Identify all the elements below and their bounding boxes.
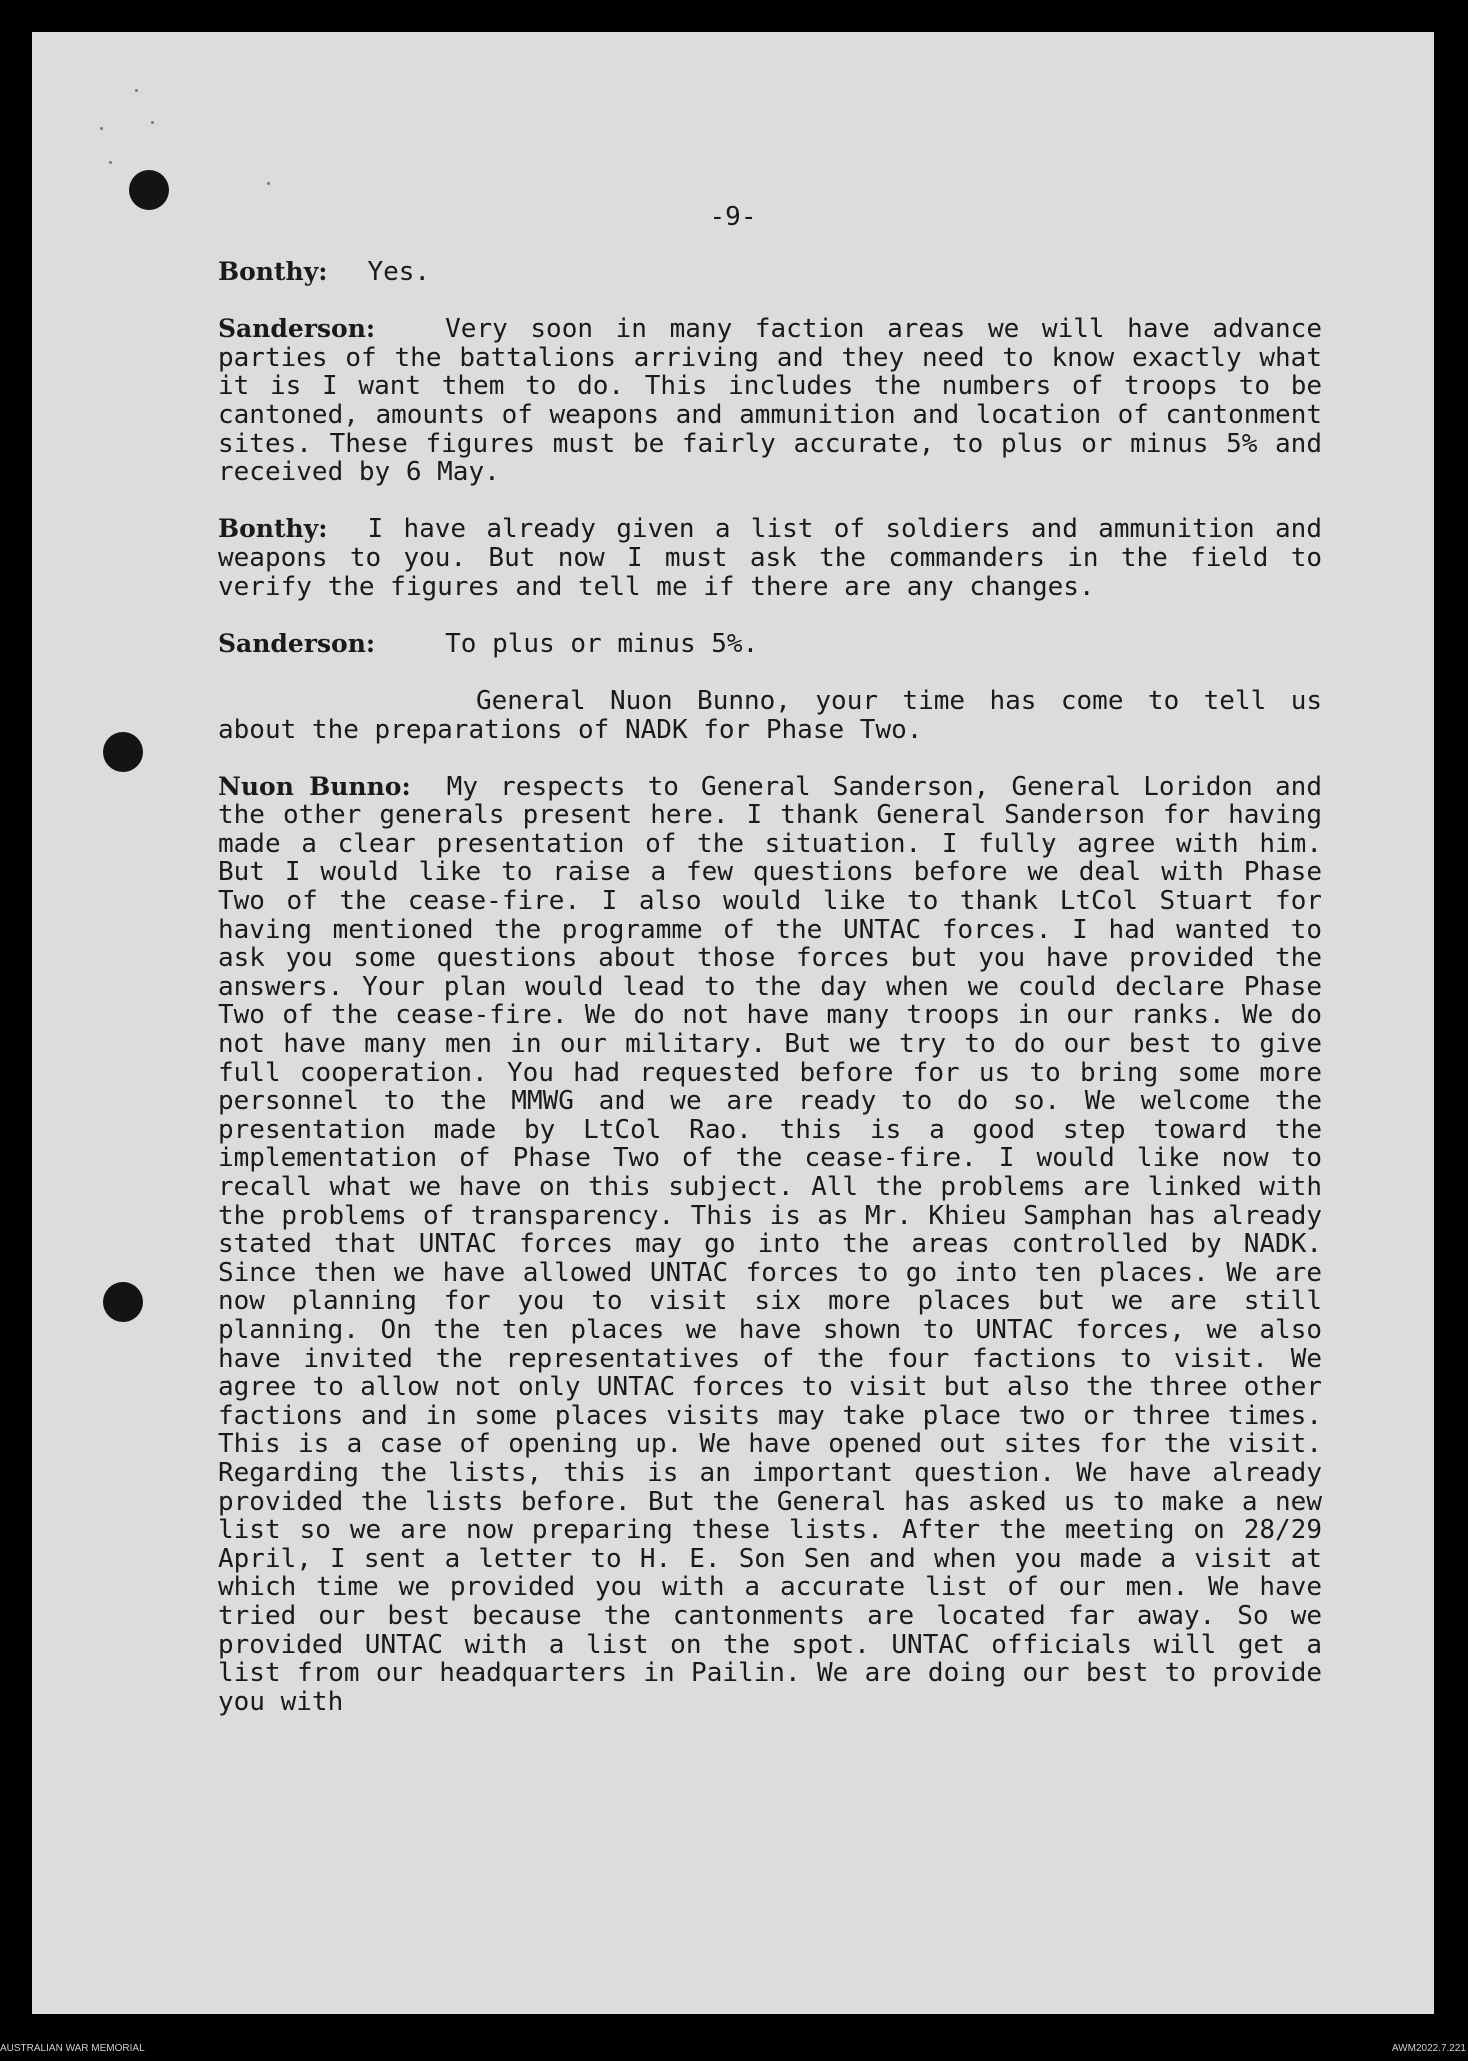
- speaker-name: Sanderson:: [218, 314, 376, 344]
- scan-speck: [267, 182, 270, 185]
- paragraph-text: My respects to General Sanderson, General Loridon and the other generals present here. I thank General Sanderson for having made a clear presentation of the situation. I fully agree with him. But I would like to raise a few questions before we deal with Phase Two of the cease-fire. I also would like to thank LtCol Stuart for having mentioned the programme of the UNTAC forces. I had wanted to ask you some questions about those forces but you have provided the answers. Your plan would lead to the day when we could declare Phase Two of the cease-fire. We do not have many troops in our ranks. We do not have many men in our military. But we try to do our best to give full cooperation. You had requested before for us to bring some more personnel to the MMWG and we are ready to do so. We welcome the presentation made by LtCol Rao. this is a good step toward the implementation of Phase Two of the cease-fire. I would like now to recall what we have on this subject. All the problems are linked with the problems of transparency. This is as Mr. Khieu Samphan has already stated that UNTAC forces may go into the areas controlled by NADK. Since then we have allowed UNTAC forces to go into ten places. We are now planning for you to visit six more places but we are still planning. On the ten places we have shown to UNTAC forces, we also have invited the representatives of the four factions to visit. We agree to allow not only UNTAC forces to visit but also the three other factions and in some places visits may take place two or three times. This is a case of opening up. We have opened out sites for the visit. Regarding the lists, this is an important question. We have already provided the lists before. But the General has asked us to make a new list so we are now preparing these lists. After the meeting on 28/29 April, I sent a letter to H. E. Son Sen and when you made a visit at which time we provided you with a accurate list of our men. We have tried our best because the cantonments are located far away. So we provided UNTAC with a list on the spot. UNTAC officials will get a list from our headquarters in Pailin. We are doing our best to provide you with: [218, 771, 1322, 1717]
- transcript-paragraph: [218, 515, 1322, 601]
- scan-speck: [100, 127, 103, 130]
- paragraph-text: Very soon in many faction areas we will have advance parties of the battalions arriving and they need to know exactly what it is I want them to do. This includes the numbers of troops to be cantoned, amounts of weapons and ammunition and location of cantonment sites. These figures must be fairly accurate, to plus or minus 5% and received by 6 May.: [218, 314, 1322, 488]
- scan-speck: [151, 121, 154, 124]
- speaker-name: Bonthy:: [218, 257, 328, 286]
- scan-speck: [109, 161, 112, 164]
- speaker-name: Bonthy:: [218, 514, 328, 544]
- scan-speck: [135, 89, 138, 92]
- speaker-name: Sanderson:: [218, 628, 376, 658]
- transcript-paragraph: [218, 258, 1322, 287]
- punch-hole-bottom: [103, 1282, 143, 1322]
- paragraph-text: To plus or minus 5%.: [445, 628, 759, 659]
- transcript-paragraph: [218, 773, 1322, 1717]
- transcript-body: [218, 258, 1322, 1745]
- footer-source-label: AUSTRALIAN WAR MEMORIAL: [0, 2043, 145, 2054]
- transcript-paragraph: [218, 687, 1322, 744]
- page-number: -9-: [709, 202, 757, 232]
- transcript-paragraph: [218, 630, 1322, 659]
- paragraph-text: Yes.: [367, 257, 431, 287]
- speaker-name: Nuon Bunno:: [218, 771, 411, 801]
- punch-hole-middle: [103, 732, 143, 772]
- document-page: [32, 32, 1434, 2014]
- transcript-paragraph: [218, 315, 1322, 487]
- paragraph-text: I have already given a list of soldiers and ammunition and weapons to you. But now I must ask the commanders in the field to verify the figures and tell me if there are any changes.: [218, 514, 1322, 602]
- paragraph-text: General Nuon Bunno, your time has come to tell us about the preparations of NADK for Phase Two.: [218, 685, 1322, 745]
- footer-accession-number: AWM2022.7.221: [1391, 2043, 1466, 2054]
